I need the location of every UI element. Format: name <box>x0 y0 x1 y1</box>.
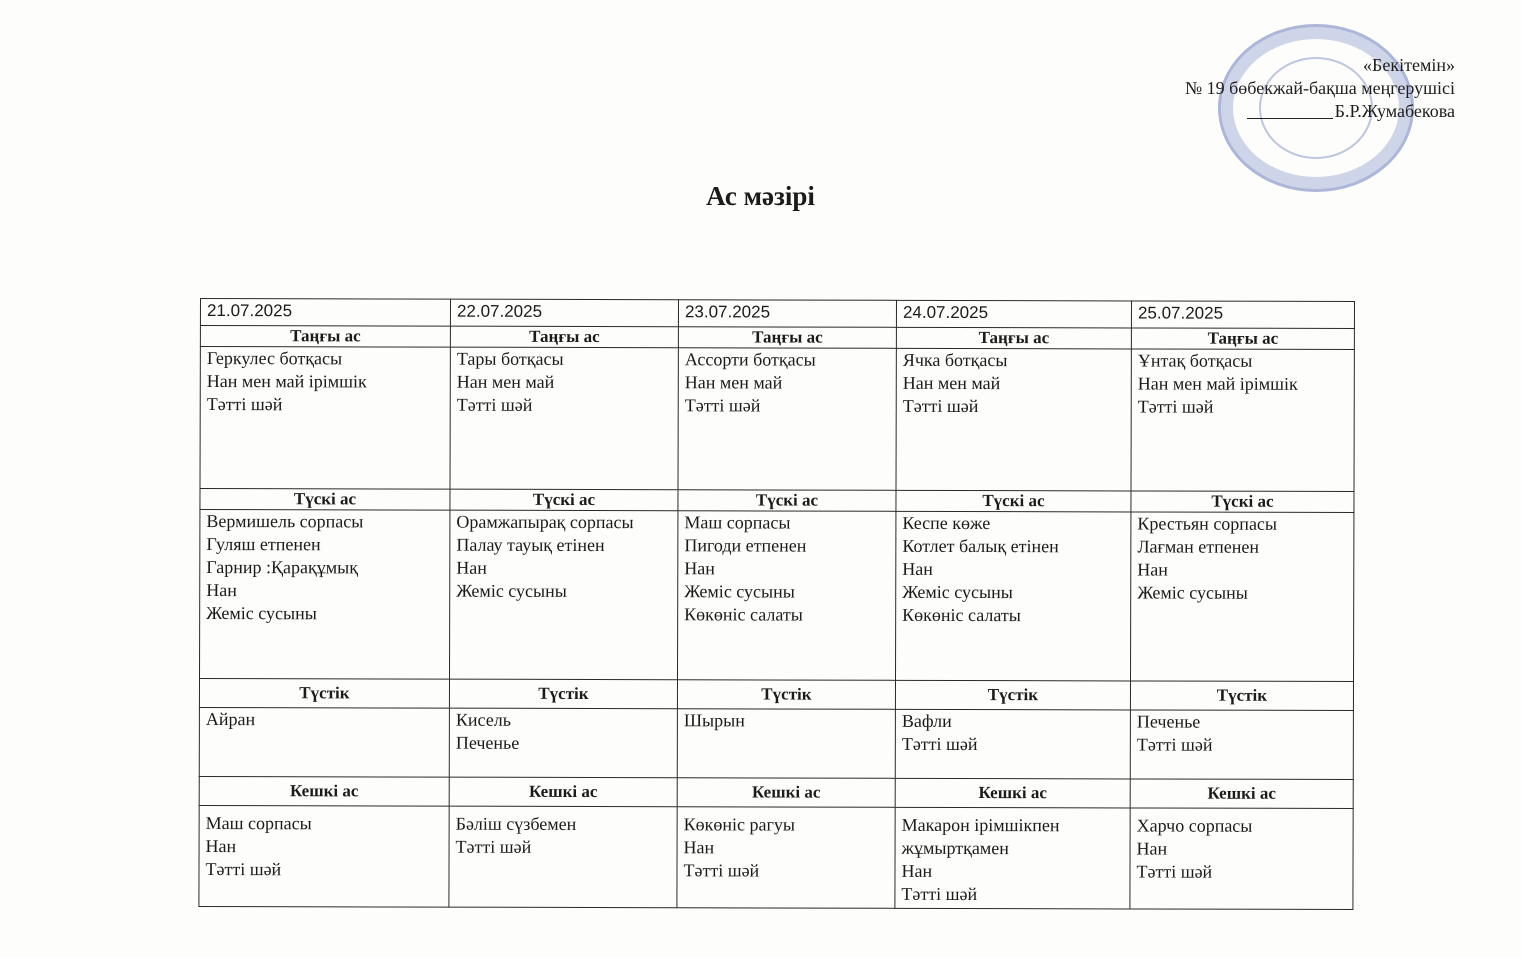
menu-item: Ұнтақ ботқасы <box>1137 350 1253 371</box>
menu-item: Жеміс сусыны <box>456 580 567 601</box>
menu-row <box>199 707 1353 779</box>
meal-header-snack: Түстік <box>895 680 1130 710</box>
menu-item: Тәтті шәй <box>455 836 532 857</box>
menu-item: Гуляш етпенен <box>206 534 321 555</box>
meal-header-breakfast: Таңғы ас <box>200 326 450 348</box>
breakfast-cell <box>450 347 678 490</box>
menu-item: Лағман етпенен <box>1137 536 1260 557</box>
menu-item: Шырын <box>683 710 745 731</box>
meal-header-snack: Түстік <box>677 680 895 710</box>
dinner-cell <box>1130 808 1353 910</box>
menu-item: Тәтті шәй <box>1136 861 1213 882</box>
menu-row <box>199 776 1353 808</box>
menu-row <box>200 489 1354 513</box>
meal-header-breakfast: Таңғы ас <box>678 327 896 349</box>
menu-item: Печенье <box>1136 711 1201 732</box>
snack-cell <box>677 709 895 779</box>
menu-item: Бәліш сүзбемен <box>455 813 577 834</box>
menu-item: Ассорти ботқасы <box>684 349 816 370</box>
menu-row <box>200 299 1354 329</box>
menu-item: Тәтті шәй <box>902 395 979 417</box>
menu-item: Нан мен май <box>684 372 783 393</box>
menu-item: Нан <box>901 860 933 881</box>
approval-block <box>1185 54 1455 123</box>
menu-item: Маш сорпасы <box>684 512 791 533</box>
dinner-cell <box>895 807 1130 909</box>
date-cell: 22.07.2025 <box>450 299 678 327</box>
menu-item: Нан <box>206 580 237 601</box>
dinner-cell <box>199 805 449 907</box>
menu-item: Тәтті шәй <box>1137 396 1214 417</box>
menu-item: Тәтті шәй <box>1136 734 1213 755</box>
menu-item: Геркулес ботқасы <box>206 348 343 369</box>
menu-row <box>199 805 1353 909</box>
breakfast-cell <box>1131 349 1354 492</box>
meal-header-breakfast: Таңғы ас <box>450 326 678 348</box>
page-title: Ас мәзірі <box>706 181 815 211</box>
menu-item: Нан <box>456 557 487 578</box>
menu-item: Нан <box>205 836 237 857</box>
menu-item: Нан мен май ірімшік <box>1137 373 1298 394</box>
lunch-cell <box>678 511 896 681</box>
meal-header-snack: Түстік <box>199 679 449 709</box>
menu-item: Тәтті шәй <box>901 883 978 905</box>
meal-header-lunch: Түскі ас <box>896 490 1131 512</box>
menu-item: Кисель <box>455 709 511 730</box>
menu-item: Нан <box>902 558 933 579</box>
menu-item: Тары ботқасы <box>456 348 564 369</box>
meal-header-lunch: Түскі ас <box>450 489 678 511</box>
menu-item: Нан <box>683 837 715 858</box>
menu-item: жұмыртқамен <box>901 837 1009 859</box>
menu-item: Пигоди етпенен <box>684 535 807 556</box>
menu-item: Печенье <box>455 732 520 753</box>
menu-item: Нан <box>1137 559 1168 580</box>
meal-header-dinner: Кешкі ас <box>1130 779 1353 809</box>
menu-row <box>200 347 1354 492</box>
menu-item: Тәтті шәй <box>901 733 978 755</box>
menu-item: Ячка ботқасы <box>902 349 1008 371</box>
menu-item: Макарон ірімшікпен <box>901 814 1060 836</box>
meal-header-lunch: Түскі ас <box>678 490 896 512</box>
meal-header-dinner: Кешкі ас <box>199 776 449 806</box>
snack-cell <box>1130 710 1353 780</box>
menu-item: Вафли <box>901 710 952 731</box>
approval-signatory: Б.Р.Жумабекова <box>1334 101 1455 121</box>
menu-item: Кеспе көже <box>902 512 991 534</box>
meal-header-lunch: Түскі ас <box>200 489 450 511</box>
menu-item: Нан <box>684 558 715 579</box>
breakfast-cell <box>200 347 450 490</box>
menu-item: Харчо сорпасы <box>1136 815 1253 836</box>
menu-item: Крестьян сорпасы <box>1137 513 1278 534</box>
meal-header-snack: Түстік <box>449 679 677 709</box>
menu-table <box>198 298 1355 910</box>
menu-item: Орамжапырақ сорпасы <box>456 511 634 533</box>
menu-item: Айран <box>205 709 256 730</box>
date-cell: 24.07.2025 <box>896 300 1131 328</box>
menu-item: Гарнир :Қарақұмық <box>206 557 359 578</box>
menu-item: Көкөніс рагуы <box>683 814 795 835</box>
menu-item: Тәтті шәй <box>456 394 533 415</box>
snack-cell <box>199 707 449 777</box>
menu-item: Тәтті шәй <box>205 859 282 880</box>
menu-item: Палау тауық етінен <box>456 534 605 556</box>
menu-item: Котлет балық етінен <box>902 535 1059 557</box>
menu-item: Маш сорпасы <box>205 813 312 834</box>
menu-item: Нан <box>1136 838 1168 859</box>
date-cell: 25.07.2025 <box>1131 301 1354 329</box>
menu-item: Жеміс сусыны <box>684 581 795 602</box>
breakfast-cell <box>896 348 1131 491</box>
menu-item: Тәтті шәй <box>684 395 761 416</box>
menu-row <box>199 679 1353 711</box>
dinner-cell <box>449 806 677 908</box>
menu-item: Нан мен май <box>902 372 1001 394</box>
menu-item: Тәтті шәй <box>206 394 283 415</box>
meal-header-breakfast: Таңғы ас <box>896 327 1131 349</box>
menu-item: Нан мен май ірімшік <box>206 371 367 392</box>
menu-item: Жеміс сусыны <box>902 581 1013 603</box>
date-cell: 21.07.2025 <box>200 299 450 327</box>
menu-item: Көкөніс салаты <box>902 604 1021 626</box>
approval-label: «Бекітемін» <box>1363 55 1455 75</box>
lunch-cell <box>200 510 450 680</box>
breakfast-cell <box>678 348 896 491</box>
meal-header-dinner: Кешкі ас <box>677 778 895 808</box>
menu-item: Нан мен май <box>456 371 555 392</box>
lunch-cell <box>1131 512 1354 682</box>
date-cell: 23.07.2025 <box>678 300 896 328</box>
menu-row <box>200 510 1354 682</box>
meal-header-dinner: Кешкі ас <box>449 777 677 807</box>
lunch-cell <box>450 510 678 680</box>
menu-item: Көкөніс салаты <box>684 604 803 625</box>
snack-cell <box>895 709 1130 779</box>
meal-header-snack: Түстік <box>1130 681 1353 711</box>
menu-row <box>200 326 1354 350</box>
dinner-cell <box>677 807 895 909</box>
meal-header-lunch: Түскі ас <box>1131 491 1354 513</box>
menu-item: Вермишель сорпасы <box>206 511 364 532</box>
signature-line <box>1247 118 1333 119</box>
snack-cell <box>449 708 677 778</box>
menu-item: Жеміс сусыны <box>1137 582 1248 603</box>
menu-item: Жеміс сусыны <box>206 603 317 624</box>
meal-header-breakfast: Таңғы ас <box>1131 328 1354 350</box>
meal-header-dinner: Кешкі ас <box>895 778 1130 808</box>
approval-position: № 19 бөбекжай-бақша меңгерушісі <box>1184 78 1455 98</box>
lunch-cell <box>896 511 1131 681</box>
menu-item: Тәтті шәй <box>683 860 760 881</box>
